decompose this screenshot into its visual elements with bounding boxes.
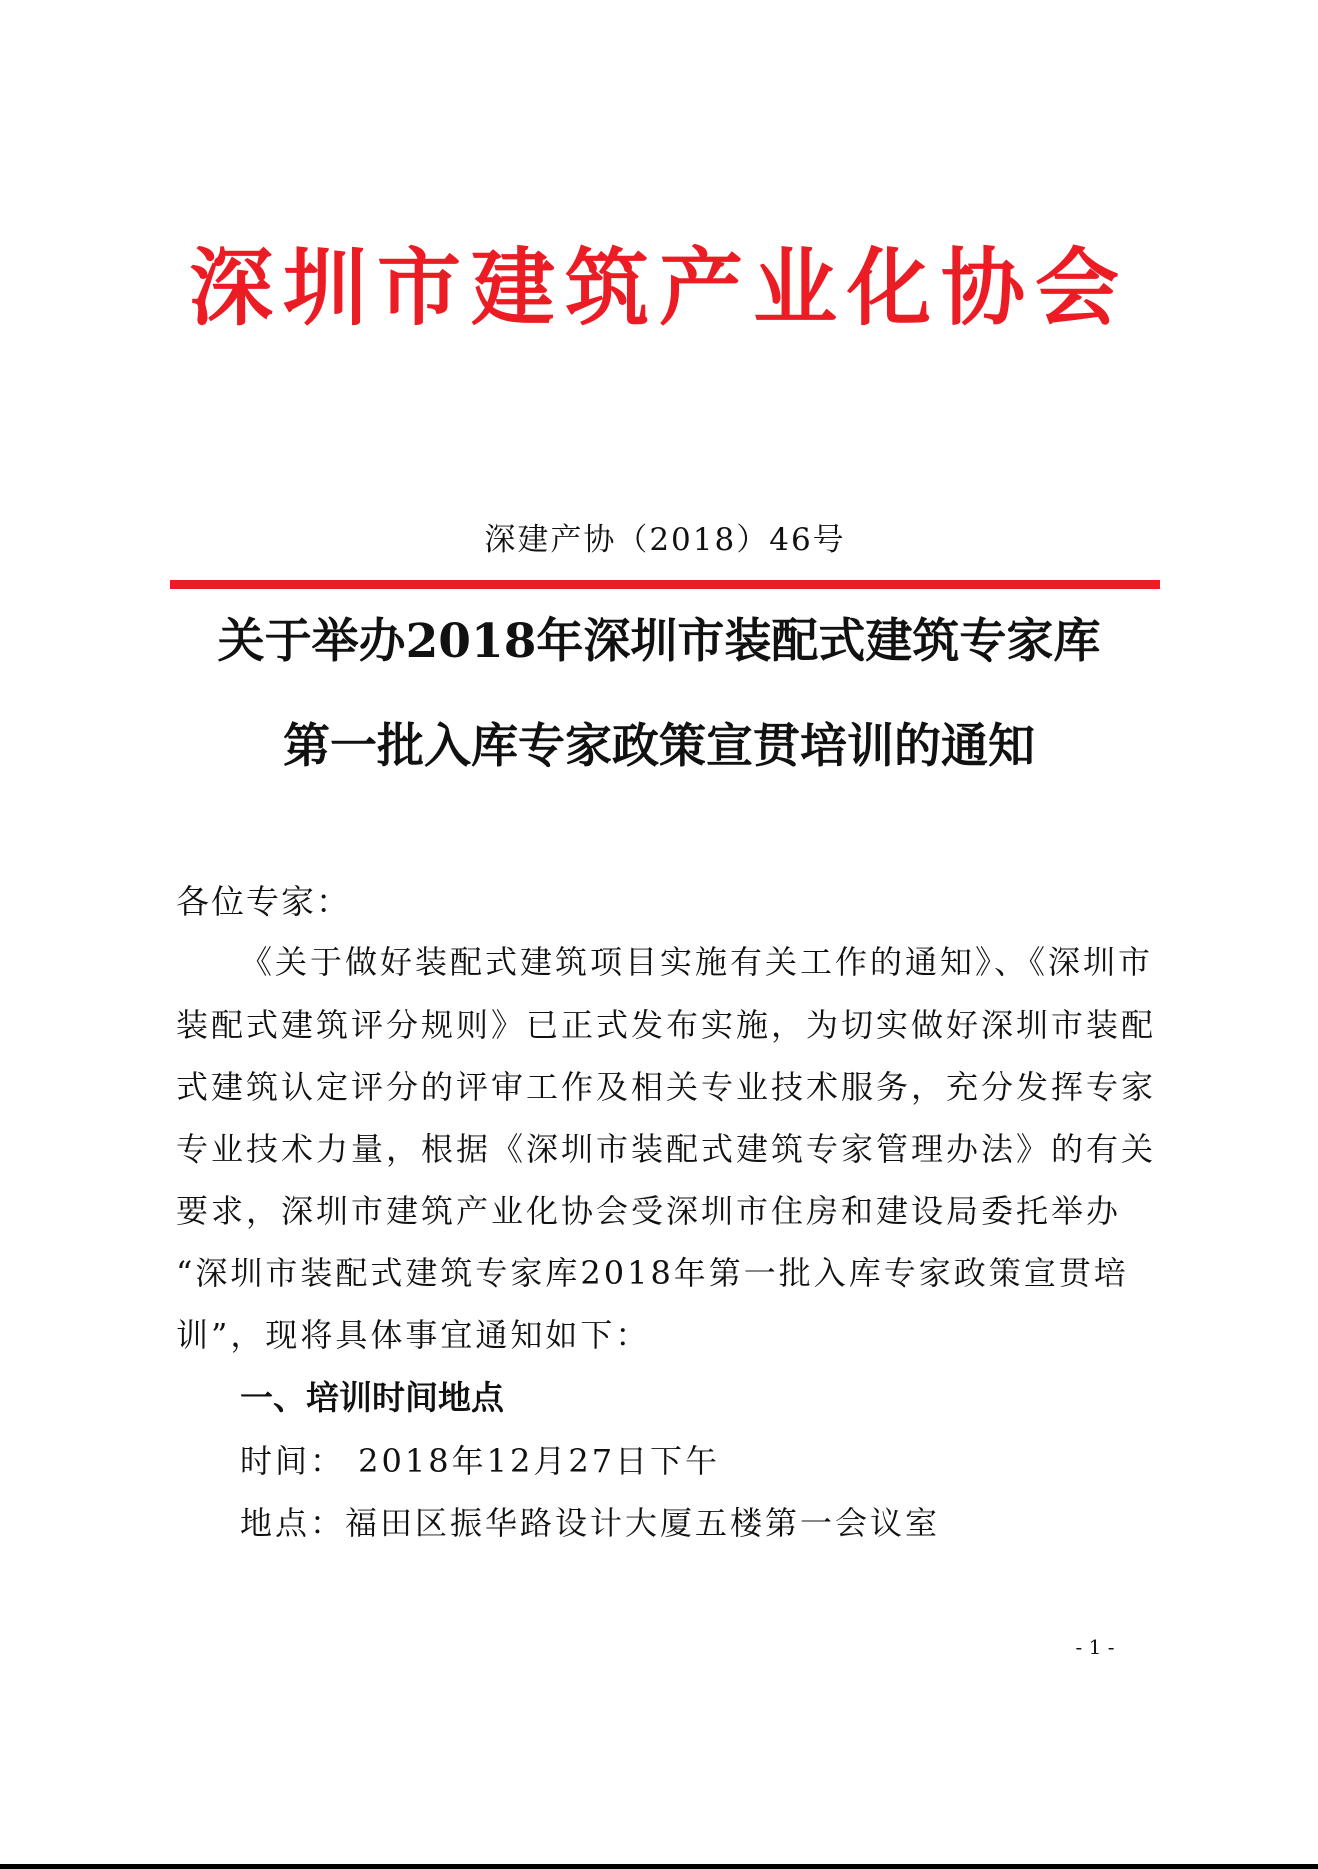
page-number: - 1 - — [1075, 1635, 1115, 1659]
paragraph-line: 要求，深圳市建筑产业化协会受深圳市住房和建设局委托举办 — [176, 1192, 1122, 1230]
red-divider — [170, 580, 1160, 589]
paragraph-line: 装配式建筑评分规则》已正式发布实施，为切实做好深圳市装配 — [176, 1006, 1157, 1044]
section-heading: 一、培训时间地点 — [240, 1378, 504, 1417]
paragraph-line: 式建筑认定评分的评审工作及相关专业技术服务，充分发挥专家 — [176, 1068, 1157, 1106]
salutation: 各位专家： — [176, 882, 351, 921]
organization-title: 深圳市建筑产业化协会 — [188, 238, 1129, 337]
paragraph-line: 训”，现将具体事宜通知如下： — [176, 1316, 651, 1354]
notice-title-line-1: 关于举办2018年深圳市装配式建筑专家库 — [217, 614, 1101, 669]
paragraph-line: “深圳市装配式建筑专家库2018年第一批入库专家政策宣贯培 — [176, 1254, 1129, 1292]
paragraph-line: 《关于做好装配式建筑项目实施有关工作的通知》、《深圳市 — [240, 943, 1154, 981]
training-place: 地点：福田区振华路设计大厦五楼第一会议室 — [240, 1504, 941, 1542]
notice-title-line-2: 第一批入库专家政策宣贯培训的通知 — [283, 719, 1035, 774]
document-number: 深建产协（2018）46号 — [484, 522, 846, 558]
training-time: 时间： 2018年12月27日下午 — [240, 1442, 721, 1480]
bottom-border — [0, 1864, 1318, 1869]
paragraph-line: 专业技术力量，根据《深圳市装配式建筑专家管理办法》的有关 — [176, 1130, 1157, 1168]
